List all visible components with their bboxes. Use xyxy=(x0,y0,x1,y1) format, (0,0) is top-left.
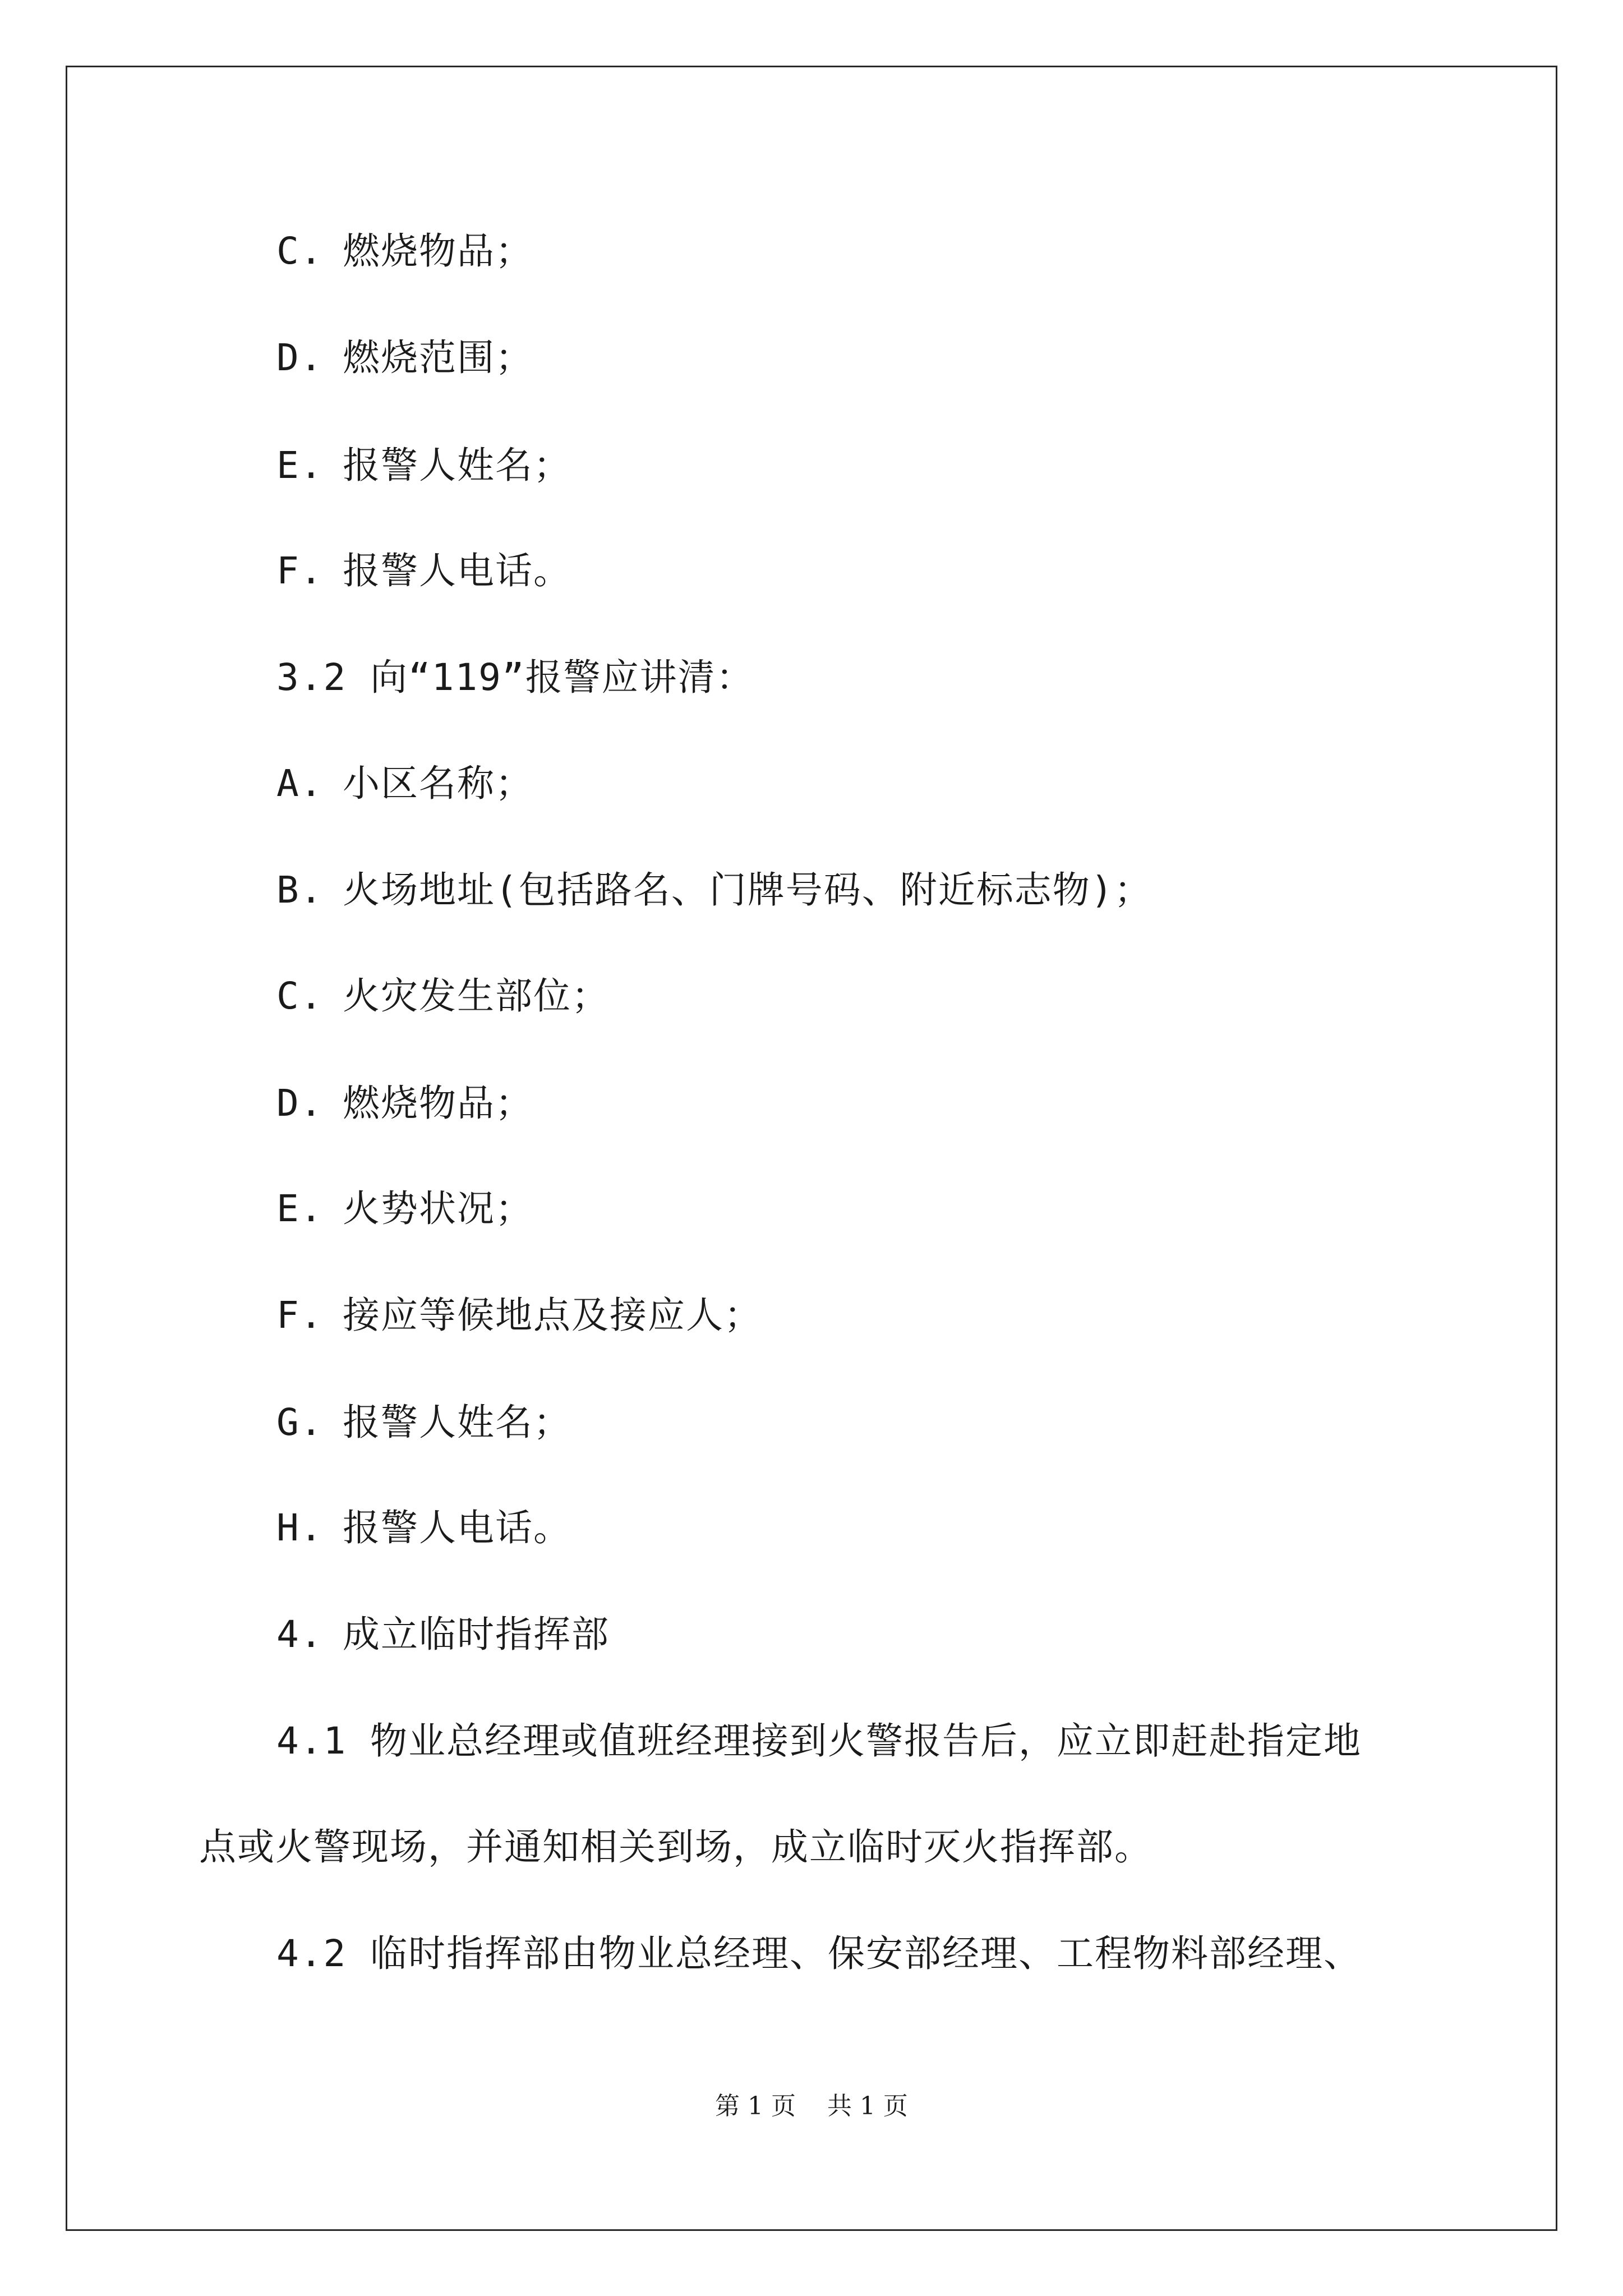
list-item xyxy=(276,1506,571,1550)
heading-text: 成立临时指挥部 xyxy=(343,1613,610,1656)
section-heading xyxy=(276,1612,610,1657)
list-item xyxy=(276,1400,571,1445)
list-item xyxy=(276,761,533,806)
list-marker: F. xyxy=(276,1294,324,1337)
list-marker: C. xyxy=(276,974,324,1018)
list-marker: H. xyxy=(276,1506,324,1549)
paragraph-text: 点或火警现场，并通知相关到场，成立临时灭火指挥部。 xyxy=(199,1825,1152,1869)
list-item xyxy=(276,335,533,380)
list-text: 火灾发生部位； xyxy=(343,974,610,1018)
list-marker: D. xyxy=(276,1082,324,1125)
page-border xyxy=(66,66,1557,2231)
list-marker: A. xyxy=(276,762,324,805)
list-text: 报警人姓名； xyxy=(343,444,571,487)
list-marker: E. xyxy=(276,1187,324,1230)
page-total: 共 1 页 xyxy=(827,2092,908,2120)
list-item xyxy=(276,443,571,488)
list-text: 燃烧范围； xyxy=(343,336,533,379)
list-text: 火势状况； xyxy=(343,1187,533,1230)
list-marker: F. xyxy=(276,549,324,592)
list-marker: B. xyxy=(276,868,324,912)
list-text: 报警人姓名； xyxy=(343,1401,571,1444)
paragraph-line xyxy=(199,1825,1152,1870)
paragraph-text: 4.1 物业总经理或值班经理接到火警报告后，应立即赶赴指定地 xyxy=(276,1719,1362,1763)
list-item xyxy=(276,549,571,593)
list-marker: D. xyxy=(276,336,324,379)
list-item xyxy=(276,1186,533,1231)
list-marker: G. xyxy=(276,1401,324,1444)
list-item xyxy=(276,974,610,1019)
heading-text: 3.2 向“119”报警应讲清： xyxy=(276,656,754,699)
list-item xyxy=(276,229,533,274)
paragraph-line xyxy=(276,1931,1362,1976)
list-text: 燃烧物品； xyxy=(343,229,533,273)
list-text: 燃烧物品； xyxy=(343,1082,533,1125)
page-number: 第 1 页 xyxy=(715,2092,796,2120)
list-text: 小区名称； xyxy=(343,762,533,805)
section-heading xyxy=(276,655,754,700)
list-text: 接应等候地点及接应人； xyxy=(343,1294,762,1337)
list-text: 火场地址(包括路名、门牌号码、附近标志物)； xyxy=(343,868,1152,912)
list-text: 报警人电话。 xyxy=(343,1506,571,1549)
list-marker: E. xyxy=(276,444,324,487)
list-marker: 4. xyxy=(276,1613,324,1656)
list-item xyxy=(276,1293,762,1338)
paragraph-text: 4.2 临时指挥部由物业总经理、保安部经理、工程物料部经理、 xyxy=(276,1932,1362,1975)
list-marker: C. xyxy=(276,229,324,273)
list-text: 报警人电话。 xyxy=(343,549,571,592)
page-footer xyxy=(0,2090,1623,2123)
paragraph-line xyxy=(276,1719,1362,1764)
list-item xyxy=(276,1081,533,1126)
list-item xyxy=(276,868,1152,913)
